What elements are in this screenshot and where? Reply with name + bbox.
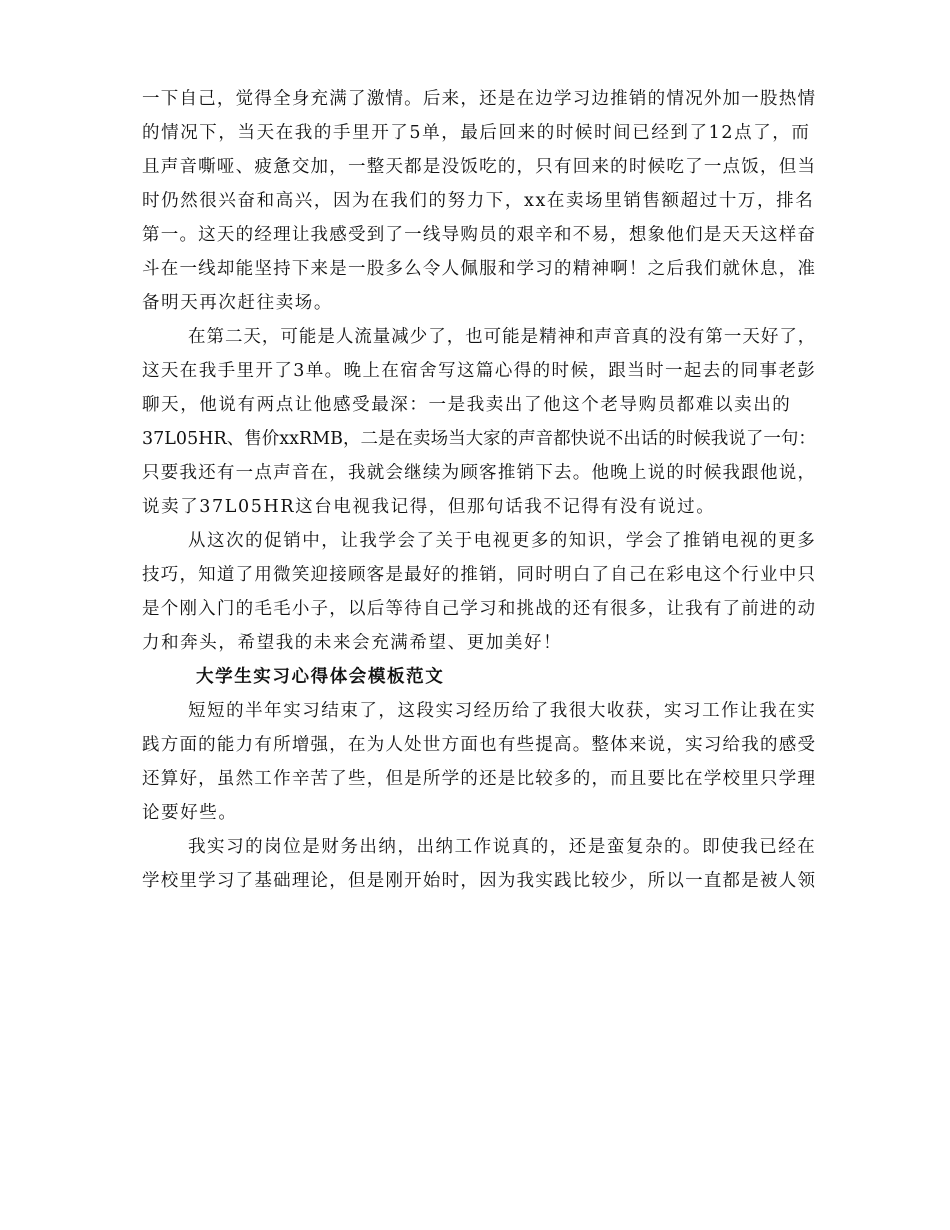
paragraph-second-day	[142, 320, 818, 524]
text-line: 备明天再次赶往卖场。	[142, 293, 333, 313]
text-line: 在第二天，可能是人流量减少了，也可能是精神和声音真的没有第一天好了，	[188, 327, 817, 347]
text-line: 这天在我手里开了3单。晚上在宿舍写这篇心得的时候，跟当时一起去的同事老彭	[142, 361, 817, 381]
text-line: 37L05HR、售价xxRMB，二是在卖场当大家的声音都快说不出话的时候我说了一句：	[142, 429, 816, 449]
section-heading: 大学生实习心得体会模板范文	[196, 667, 445, 687]
text-line: 是个刚入门的毛毛小子，以后等待自己学习和挑战的还有很多，让我有了前进的动	[142, 599, 817, 619]
paragraph-internship-position	[142, 830, 818, 898]
text-line: 从这次的促销中，让我学会了关于电视更多的知识，学会了推销电视的更多	[188, 531, 817, 551]
section-heading-wrapper	[142, 660, 818, 694]
text-line: 时仍然很兴奋和高兴，因为在我们的努力下，xx在卖场里销售额超过十万，排名	[142, 191, 815, 211]
text-line: 第一。这天的经理让我感受到了一线导购员的艰辛和不易，想象他们是天天这样奋	[142, 225, 817, 245]
text-line: 践方面的能力有所增强，在为人处世方面也有些提高。整体来说，实习给我的感受	[142, 735, 817, 755]
text-line: 的情况下，当天在我的手里开了5单，最后回来的时候时间已经到了12点了，而	[142, 123, 811, 143]
text-line: 技巧，知道了用微笑迎接顾客是最好的推销，同时明白了自己在彩电这个行业中只	[142, 565, 817, 585]
text-line: 聊天，他说有两点让他感受最深：一是我卖出了他这个老导购员都难以卖出的	[142, 395, 792, 415]
text-line: 只要我还有一点声音在，我就会继续为顾客推销下去。他晚上说的时候我跟他说，	[142, 463, 817, 483]
text-line: 斗在一线却能坚持下来是一股多么令人佩服和学习的精神啊！之后我们就休息，准	[142, 259, 817, 279]
text-line: 说卖了37L05HR这台电视我记得，但那句话我不记得有没有说过。	[142, 497, 716, 517]
text-line: 力和奔头，希望我的未来会充满希望、更加美好！	[142, 633, 563, 653]
text-line: 学校里学习了基础理论，但是刚开始时，因为我实践比较少，所以一直都是被人领	[142, 871, 817, 891]
paragraph-continuation	[142, 82, 818, 320]
text-line: 一下自己，觉得全身充满了激情。后来，还是在边学习边推销的情况外加一股热情	[142, 89, 817, 109]
text-line: 还算好，虽然工作辛苦了些，但是所学的还是比较多的，而且要比在学校里只学理	[142, 769, 817, 789]
text-line: 我实习的岗位是财务出纳，出纳工作说真的，还是蛮复杂的。即使我已经在	[188, 837, 817, 857]
text-line: 且声音嘶哑、疲惫交加，一整天都是没饭吃的，只有回来的时候吃了一点饭，但当	[142, 157, 817, 177]
paragraph-internship-intro	[142, 694, 818, 830]
text-line: 论要好些。	[142, 803, 238, 823]
text-line: 短短的半年实习结束了，这段实习经历给了我很大收获，实习工作让我在实	[188, 701, 817, 721]
document-body	[142, 82, 818, 898]
paragraph-promotion-summary	[142, 524, 818, 660]
